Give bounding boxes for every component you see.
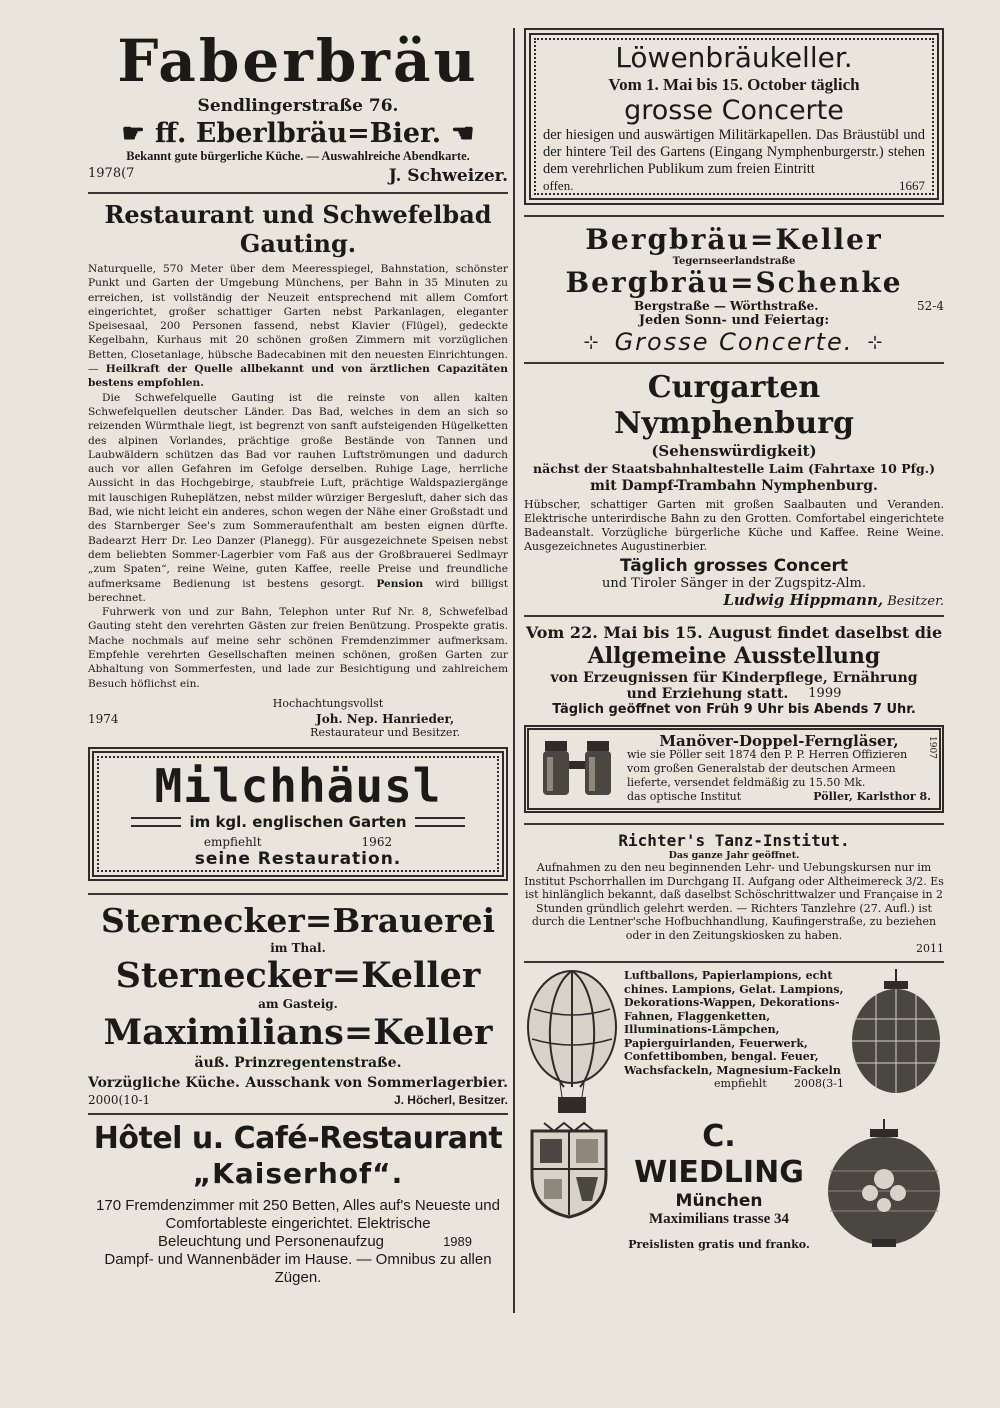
ad-number: 2011	[916, 942, 944, 955]
divider	[524, 215, 944, 217]
gauting-pension: Pension	[376, 577, 424, 590]
divider	[524, 362, 944, 364]
milchhaeusl-row	[104, 835, 492, 849]
wiedling-name: C. WIEDLING	[634, 1119, 804, 1190]
gauting-para1-bold: Heilkraft der Quelle allbekannt und von ärztlichen Capazitäten bestens empfohlen.	[88, 363, 508, 390]
rule-ornament	[415, 817, 465, 827]
ornament-icon: ⊹	[867, 331, 885, 353]
gauting-para2: Die Schwefelquelle Gauting ist die reinste von allen kalten Schwefelquellen deutscher Länder. Das Bad, welches in dem an sich so reizenden Würmthale liegt, ist begrenzt von sanft aufsteigenden Hügelketten des alpinen Vorlandes, prächtige große Bestände von Tannen und Laubwäldern schützen das Bad vor rauhen Luftströmungen und dadurch auch vor allen Gefahren im Gefolge derselben. Ruhige Lage, herrliche Aussicht in das Hochgebirge, staubfreie Luft, prächtige Waldspaziergänge mit lauschigen Ruheplätzen, nebst milder würziger Bergesluft, daher sich das Bad, wie nicht leicht ein anderes, schon wegen der Nähe einer Großstadt und des Starnberger See's zum Sommeraufenthalt am besten eignen dürfte. Badearzt Herr Dr. Leo Danzer (Planegg). Für ausgezeichnete Speisen nebst dem beliebten Sommer-Lagerbier vom Faß aus der Großbrauerei Sedlmayr „zum Spaten“, reine Weine, guten Kaffee, reelle Preise und freundliche aufmerksame Bedienung ist bestens gesorgt.	[88, 391, 508, 590]
curgarten-owner: Ludwig Hippmann,	[723, 591, 884, 609]
gauting-footer	[88, 712, 508, 739]
wiedling-bottom	[524, 1119, 944, 1251]
loewenbraeu-concert: grosse Concerte	[624, 95, 844, 126]
richter-ad	[524, 831, 944, 955]
ad-number: 1974	[88, 711, 119, 726]
curgarten-subtitle: (Sehenswürdigkeit)	[651, 442, 817, 460]
bergbraeu-keller-location: Tegernseerlandstraße	[672, 256, 796, 267]
sternecker-ad	[88, 901, 508, 1107]
loewenbraeu-dates: Vom 1. Mai bis 15. October täglich	[608, 75, 860, 94]
binoculars-icon	[537, 737, 617, 801]
divider	[524, 823, 944, 825]
gauting-role: Restaurateur und Besitzer.	[310, 725, 460, 739]
wiedling-city: München	[675, 1191, 763, 1211]
milchhaeusl-recommends: empfiehlt	[203, 834, 262, 849]
wiedling-address: Maximilians trasse 34	[649, 1211, 789, 1227]
gauting-para1: Naturquelle, 570 Meter über dem Meeresspiegel, Bahnstation, schönster Punkt und Garten der Umgebung Münchens, per Bahn in 35 Minuten zu erreichen, ist vollständig der Neuzeit entsprechend mit allem Comfort eingerichtet, großer schattiger Garten nebst Parkanlagen, eleganter Speisesaal, 200 Personen fassend, nebst Klavier (Flügel), gedeckte Kegelbahn, Kurhaus mit 20 schönen großen Zimmern mit vorzüglichen Betten, Closetanlage, hübsche Badecabinen mit den neuesten Einrichtungen. —	[88, 263, 508, 376]
wiedling-ad	[524, 969, 944, 1119]
ad-number: 52-4	[917, 299, 944, 313]
ad-number: 1989	[443, 1233, 472, 1249]
right-column	[524, 28, 944, 1251]
loewenbraeu-ad	[524, 28, 944, 205]
loewenbraeu-text: der hiesigen und auswärtigen Militärkapellen. Das Bräustübl und der hintere Teil des Gartens (Eingang Nymphenburgerstr.) stehen dem verehrlichen Publikum zum freien Eintritt	[543, 127, 925, 177]
wiedling-recommends: empfiehlt	[714, 1077, 767, 1090]
faberbraeu-footer	[88, 166, 508, 186]
ausstellung-ad	[524, 623, 944, 717]
faberbraeu-beer-line	[88, 118, 508, 149]
poeller-title: Manöver-Doppel-Ferngläser,	[659, 732, 899, 750]
bergbraeu-days: Jeden Sonn- und Feiertag:	[638, 313, 830, 328]
bergbraeu-concert: Grosse Concerte.	[614, 328, 854, 356]
wiedling-price: Preislisten gratis und franko.	[628, 1238, 810, 1251]
bergbraeu-schenke-line	[524, 299, 944, 313]
gauting-signature-block	[310, 712, 460, 739]
wiedling-center	[624, 969, 844, 1119]
kaiserhof-name: „Kaiserhof“.	[192, 1156, 404, 1190]
sternecker-brewery-location: im Thal.	[270, 940, 326, 955]
divider	[88, 192, 508, 194]
ad-number: 1907	[927, 736, 937, 759]
kaiserhof-text	[88, 1197, 508, 1287]
sternecker-cellar-location: am Gasteig.	[258, 996, 338, 1011]
kaiserhof-title: Hôtel u. Café-Restaurant	[93, 1120, 503, 1156]
curgarten-line2: mit Dampf-Trambahn Nymphenburg.	[590, 478, 878, 494]
poeller-last: das optische Institut	[627, 790, 742, 803]
faberbraeu-ad	[88, 28, 508, 186]
ausstellung-dates: Vom 22. Mai bis 15. August findet daselbst die	[525, 623, 943, 642]
gauting-body	[88, 262, 508, 691]
gauting-signature: Joh. Nep. Hanrieder,	[316, 711, 455, 726]
sternecker-footer	[88, 1093, 508, 1107]
milchhaeusl-restaurant: seine Restauration.	[194, 848, 402, 869]
faberbraeu-beer: ff. Eberlbräu=Bier.	[154, 118, 442, 149]
gauting-para2-end: wird billigst berechnet.	[88, 577, 508, 604]
milchhaeusl-ad	[88, 747, 508, 881]
sternecker-brewery: Sternecker=Brauerei	[100, 900, 495, 940]
column-divider	[513, 28, 515, 1313]
milchhaeusl-garden-line	[104, 813, 492, 831]
curgarten-text: Hübscher, schattiger Garten mit großen Saalbauten und Veranden. Elektrische unterirdische Bahn zu den Grotten. Comfortabel eingerichtete Badeanstalt. Vorzügliche bürgerliche Küche und Kaffee. Reine Weine. Ausgezeichnetes Augustinerbier.	[524, 498, 944, 553]
ad-number: 2000(10-1	[88, 1092, 151, 1107]
rule-ornament	[131, 817, 181, 827]
richter-subtitle: Das ganze Jahr geöffnet.	[668, 850, 800, 861]
pointing-hand-left-icon: ☚	[451, 118, 475, 149]
loewenbraeu-last: offen.	[543, 178, 574, 193]
richter-text: Aufnahmen zu den neu beginnenden Lehr- und Uebungskursen nur im Institut Pschorrhallen im Durchgang II. Aufgang oder Altheimereck 3/2. Es ist hinlänglich bekannt, daß daselbst Schöschrittwalzer und Française in 2 Stunden gründlich gelehrt werden. — Richters Tanzlehre (27. Aufl.) ist durch die Lentner'sche Hofbuchhandlung, Kaufingerstraße, zu beziehen oder in den Zeitungskiosken zu haben.	[524, 861, 944, 942]
left-column	[88, 28, 508, 1287]
decorated-lantern-icon	[824, 1119, 944, 1249]
milchhaeusl-title: Milchhäusl	[154, 758, 442, 813]
kaiserhof-line3: Dampf- und Wannenbäder im Hause. — Omnibus zu allen Zügen.	[104, 1250, 492, 1286]
divider	[88, 1113, 508, 1115]
divider	[524, 961, 944, 963]
curgarten-owner-title: Besitzer.	[887, 594, 944, 609]
wiedling-firm	[618, 1119, 820, 1251]
ausstellung-hours: Täglich geöffnet von Früh 9 Uhr bis Abends 7 Uhr.	[552, 702, 916, 717]
ad-number: 1978(7	[88, 166, 135, 181]
bergbraeu-schenke: Bergbräu=Schenke	[565, 266, 903, 299]
kaiserhof-line1: 170 Fremdenzimmer mit 250 Betten, Alles auf's Neueste und Comfortableste eingerichtet. Elektrische	[96, 1196, 500, 1232]
gauting-greeting: Hochachtungsvollst	[272, 696, 384, 710]
milchhaeusl-garden: im kgl. englischen Garten	[189, 812, 407, 831]
ausstellung-line1: von Erzeugnissen für Kinderpflege, Ernährung	[550, 670, 918, 686]
ad-number: 1999	[808, 686, 842, 701]
bergbraeu-ad	[524, 223, 944, 356]
ausstellung-line2-row	[524, 686, 944, 702]
ausstellung-line2: und Erziehung statt.	[626, 686, 789, 702]
sternecker-owner: J. Höcherl, Besitzer.	[393, 1092, 508, 1107]
poeller-ad	[524, 725, 944, 813]
loewenbraeu-title: Löwenbräukeller.	[615, 41, 853, 74]
gauting-title: Restaurant und Schwefelbad Gauting.	[104, 200, 492, 258]
kaiserhof-line2-row	[88, 1233, 508, 1251]
poeller-text-block	[627, 734, 931, 804]
divider	[524, 615, 944, 617]
hot-air-balloon-icon	[524, 969, 620, 1119]
faberbraeu-kitchen: Bekannt gute bürgerliche Küche. — Auswahlreiche Abendkarte.	[126, 149, 470, 163]
pointing-hand-right-icon: ☛	[121, 118, 145, 149]
wiedling-footer	[624, 1077, 844, 1090]
paper-lantern-icon	[848, 969, 944, 1099]
kaiserhof-ad	[88, 1121, 508, 1287]
gauting-para3: Fuhrwerk von und zur Bahn, Telephon unter Ruf Nr. 8, Schwefelbad Gauting steht den verehrten Gästen zur freien Benützung. Prospekte gratis. Mache nochmals auf meine sehr schönen Fremdenzimmer aufmerksam. Empfehle verehrten Gesellschaften meinen schönen, großen Garten zur Abhaltung von Sommerfesten, und lade zur Besichtigung und zahlreichem Besuch höflichst ein.	[88, 606, 508, 690]
gauting-ad	[88, 200, 508, 739]
maximilians-location: äuß. Prinzregentenstraße.	[194, 1054, 402, 1071]
poeller-footer	[627, 790, 931, 804]
wiedling-items: Luftballons, Papierlampions, echt chines. Lampions, Gelat. Lampions, Dekorations-Wappen, Dekorations-Fahnen, Flaggenketten, Illuminations-Lämpchen, Papierguirlanden, Feuerwerk, Confettibomben, bengal. Feuer, Wachsfackeln, Magnesium-Fackeln	[624, 969, 844, 1077]
bergbraeu-keller: Bergbräu=Keller	[585, 223, 883, 256]
faberbraeu-title: Faberbräu	[117, 27, 479, 95]
faberbraeu-address: Sendlingerstraße 76.	[197, 96, 399, 116]
curgarten-ad	[524, 370, 944, 609]
coat-of-arms-icon	[524, 1119, 614, 1219]
bergbraeu-concert-line	[524, 328, 944, 356]
curgarten-title: Curgarten Nymphenburg	[614, 370, 854, 441]
poeller-text: wie sie Pöller seit 1874 den P. P. Herren Offizieren vom großen Generalstab der deutschen Armeen lieferte, versendet feldmäßig zu 15.50 Mk.	[627, 748, 908, 789]
ad-number: 2008(3-1	[794, 1077, 844, 1090]
maximilians-cellar: Maximilians=Keller	[103, 1011, 493, 1053]
curgarten-owner-line	[524, 591, 944, 609]
sternecker-kitchen: Vorzügliche Küche.	[88, 1074, 240, 1091]
ornament-icon: ⊹	[583, 331, 601, 353]
ausstellung-title: Allgemeine Ausstellung	[587, 643, 881, 669]
divider	[88, 893, 508, 895]
ad-number: 1667	[899, 178, 925, 193]
faberbraeu-owner: J. Schweizer.	[388, 166, 508, 186]
curgarten-daily: Täglich grosses Concert	[619, 556, 849, 576]
curgarten-tiroler: und Tiroler Sänger in der Zugspitz-Alm.	[601, 576, 867, 591]
loewenbraeu-footer	[543, 178, 925, 194]
kaiserhof-line2: Beleuchtung und Personenaufzug	[158, 1232, 385, 1250]
poeller-owner: Pöller, Karlsthor 8.	[813, 790, 931, 803]
ad-number: 1962	[361, 834, 393, 849]
richter-title: Richter's Tanz-Institut.	[618, 831, 850, 850]
sternecker-beer: Ausschank von Sommerlagerbier.	[245, 1074, 508, 1091]
sternecker-offer-line	[88, 1075, 508, 1091]
sternecker-cellar: Sternecker=Keller	[115, 954, 481, 996]
bergbraeu-schenke-location: Bergstraße — Wörthstraße.	[634, 299, 819, 313]
curgarten-line1: nächst der Staatsbahnhaltestelle Laim (Fahrtaxe 10 Pfg.)	[533, 461, 935, 476]
